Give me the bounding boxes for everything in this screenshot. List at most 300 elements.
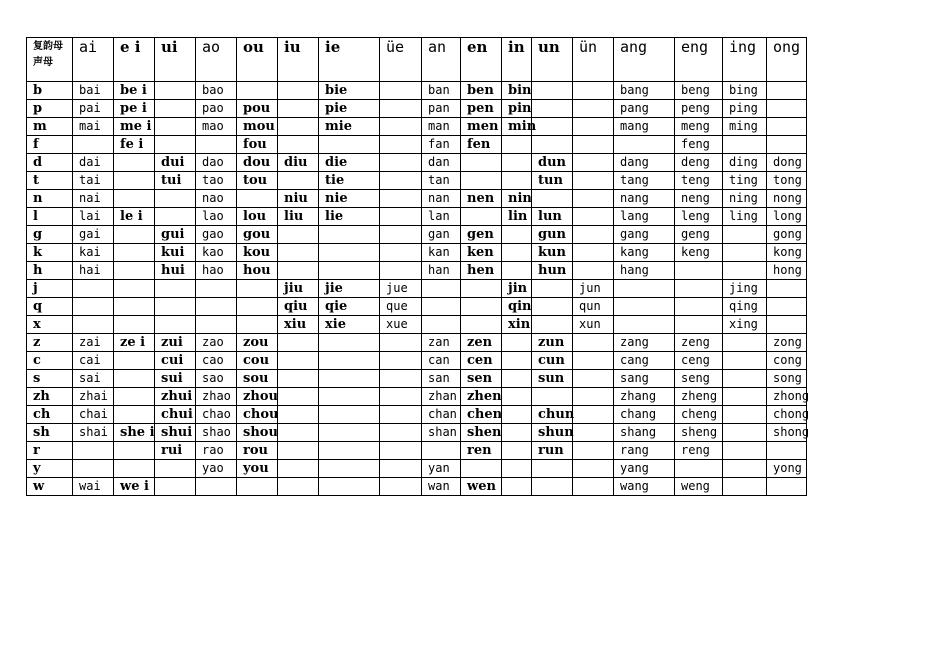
syllable-cell: zang bbox=[614, 334, 675, 352]
syllable-cell: leng bbox=[675, 208, 723, 226]
syllable-cell bbox=[502, 370, 532, 388]
syllable-cell: tai bbox=[73, 172, 114, 190]
syllable-cell bbox=[319, 334, 380, 352]
syllable-cell: xiu bbox=[278, 316, 319, 334]
syllable-cell bbox=[319, 244, 380, 262]
syllable-cell bbox=[675, 316, 723, 334]
syllable-cell: fan bbox=[422, 136, 461, 154]
syllable-cell bbox=[532, 136, 573, 154]
syllable-cell bbox=[461, 280, 502, 298]
syllable-cell: dui bbox=[155, 154, 196, 172]
syllable-cell: she i bbox=[114, 424, 155, 442]
syllable-cell bbox=[237, 316, 278, 334]
syllable-cell: lun bbox=[532, 208, 573, 226]
syllable-cell: shen bbox=[461, 424, 502, 442]
syllable-cell: kun bbox=[532, 244, 573, 262]
syllable-cell: zan bbox=[422, 334, 461, 352]
syllable-cell: we i bbox=[114, 478, 155, 496]
table-row bbox=[27, 82, 807, 100]
syllable-cell: mou bbox=[237, 118, 278, 136]
syllable-cell bbox=[767, 298, 807, 316]
syllable-cell bbox=[73, 136, 114, 154]
syllable-cell: long bbox=[767, 208, 807, 226]
syllable-cell bbox=[278, 244, 319, 262]
table-row bbox=[27, 190, 807, 208]
syllable-cell bbox=[723, 478, 767, 496]
syllable-cell bbox=[380, 172, 422, 190]
syllable-cell: qing bbox=[723, 298, 767, 316]
syllable-cell: san bbox=[422, 370, 461, 388]
syllable-cell bbox=[278, 478, 319, 496]
syllable-cell bbox=[573, 118, 614, 136]
syllable-cell: niu bbox=[278, 190, 319, 208]
syllable-cell: kang bbox=[614, 244, 675, 262]
table-row bbox=[27, 352, 807, 370]
column-header: ai bbox=[73, 38, 114, 82]
syllable-cell bbox=[196, 316, 237, 334]
syllable-cell: ceng bbox=[675, 352, 723, 370]
syllable-cell bbox=[278, 406, 319, 424]
syllable-cell bbox=[573, 136, 614, 154]
syllable-cell: hong bbox=[767, 262, 807, 280]
column-header: an bbox=[422, 38, 461, 82]
syllable-cell: bao bbox=[196, 82, 237, 100]
syllable-cell bbox=[380, 352, 422, 370]
syllable-cell: beng bbox=[675, 82, 723, 100]
column-header: ui bbox=[155, 38, 196, 82]
syllable-cell: hou bbox=[237, 262, 278, 280]
syllable-cell: jin bbox=[502, 280, 532, 298]
syllable-cell: cang bbox=[614, 352, 675, 370]
column-header: ang bbox=[614, 38, 675, 82]
syllable-cell: shang bbox=[614, 424, 675, 442]
syllable-cell: hao bbox=[196, 262, 237, 280]
syllable-cell: chui bbox=[155, 406, 196, 424]
syllable-cell: jie bbox=[319, 280, 380, 298]
syllable-cell bbox=[380, 370, 422, 388]
syllable-cell: kui bbox=[155, 244, 196, 262]
syllable-cell bbox=[114, 460, 155, 478]
syllable-cell bbox=[114, 352, 155, 370]
syllable-cell bbox=[114, 406, 155, 424]
syllable-cell: ren bbox=[461, 442, 502, 460]
syllable-cell bbox=[767, 100, 807, 118]
syllable-cell: jun bbox=[573, 280, 614, 298]
initial-cell: t bbox=[27, 172, 73, 190]
syllable-cell: nan bbox=[422, 190, 461, 208]
syllable-cell: xing bbox=[723, 316, 767, 334]
initial-cell: q bbox=[27, 298, 73, 316]
initial-cell: h bbox=[27, 262, 73, 280]
syllable-cell bbox=[114, 244, 155, 262]
syllable-cell bbox=[573, 244, 614, 262]
syllable-cell: pe i bbox=[114, 100, 155, 118]
initial-cell: f bbox=[27, 136, 73, 154]
column-header: ong bbox=[767, 38, 807, 82]
syllable-cell: sun bbox=[532, 370, 573, 388]
syllable-cell: ben bbox=[461, 82, 502, 100]
syllable-cell bbox=[319, 424, 380, 442]
syllable-cell bbox=[319, 406, 380, 424]
syllable-cell bbox=[461, 460, 502, 478]
syllable-cell: dan bbox=[422, 154, 461, 172]
syllable-cell: reng bbox=[675, 442, 723, 460]
syllable-cell bbox=[573, 208, 614, 226]
syllable-cell bbox=[532, 280, 573, 298]
syllable-cell bbox=[573, 100, 614, 118]
syllable-cell: ding bbox=[723, 154, 767, 172]
syllable-cell bbox=[614, 280, 675, 298]
corner-cell bbox=[27, 38, 73, 82]
syllable-cell bbox=[502, 352, 532, 370]
syllable-cell: zhui bbox=[155, 388, 196, 406]
table-row bbox=[27, 154, 807, 172]
syllable-cell bbox=[278, 388, 319, 406]
syllable-cell bbox=[319, 262, 380, 280]
syllable-cell: lai bbox=[73, 208, 114, 226]
table-row bbox=[27, 136, 807, 154]
table-row bbox=[27, 208, 807, 226]
syllable-cell: qin bbox=[502, 298, 532, 316]
syllable-cell bbox=[319, 478, 380, 496]
syllable-cell: chong bbox=[767, 406, 807, 424]
syllable-cell bbox=[573, 172, 614, 190]
syllable-cell: cun bbox=[532, 352, 573, 370]
syllable-cell: zheng bbox=[675, 388, 723, 406]
syllable-cell bbox=[422, 442, 461, 460]
syllable-cell bbox=[237, 82, 278, 100]
syllable-cell: que bbox=[380, 298, 422, 316]
syllable-cell bbox=[278, 226, 319, 244]
syllable-cell: fou bbox=[237, 136, 278, 154]
syllable-cell bbox=[422, 298, 461, 316]
syllable-cell: kan bbox=[422, 244, 461, 262]
syllable-cell: pie bbox=[319, 100, 380, 118]
syllable-cell: zen bbox=[461, 334, 502, 352]
syllable-cell: gui bbox=[155, 226, 196, 244]
syllable-cell: kai bbox=[73, 244, 114, 262]
syllable-cell: hai bbox=[73, 262, 114, 280]
syllable-cell: bang bbox=[614, 82, 675, 100]
syllable-cell: kong bbox=[767, 244, 807, 262]
syllable-cell bbox=[319, 442, 380, 460]
syllable-cell bbox=[380, 262, 422, 280]
column-header: ou bbox=[237, 38, 278, 82]
table-row bbox=[27, 424, 807, 442]
syllable-cell bbox=[573, 82, 614, 100]
syllable-cell bbox=[380, 406, 422, 424]
initial-cell: r bbox=[27, 442, 73, 460]
syllable-cell: dong bbox=[767, 154, 807, 172]
syllable-cell: bie bbox=[319, 82, 380, 100]
column-header: eng bbox=[675, 38, 723, 82]
syllable-cell bbox=[422, 280, 461, 298]
syllable-cell: zong bbox=[767, 334, 807, 352]
syllable-cell bbox=[380, 100, 422, 118]
syllable-cell: nong bbox=[767, 190, 807, 208]
syllable-cell: jue bbox=[380, 280, 422, 298]
column-header: un bbox=[532, 38, 573, 82]
syllable-cell bbox=[767, 82, 807, 100]
syllable-cell bbox=[614, 298, 675, 316]
table-row bbox=[27, 478, 807, 496]
syllable-cell bbox=[532, 478, 573, 496]
syllable-cell bbox=[196, 136, 237, 154]
table-row bbox=[27, 406, 807, 424]
header-row bbox=[27, 38, 807, 82]
syllable-cell: ping bbox=[723, 100, 767, 118]
initial-cell: d bbox=[27, 154, 73, 172]
syllable-cell: can bbox=[422, 352, 461, 370]
syllable-cell bbox=[767, 136, 807, 154]
syllable-cell: lao bbox=[196, 208, 237, 226]
syllable-cell bbox=[278, 442, 319, 460]
syllable-cell: qun bbox=[573, 298, 614, 316]
table-row bbox=[27, 226, 807, 244]
syllable-cell: lin bbox=[502, 208, 532, 226]
syllable-cell: wang bbox=[614, 478, 675, 496]
initial-cell: s bbox=[27, 370, 73, 388]
syllable-cell: zai bbox=[73, 334, 114, 352]
syllable-cell: tang bbox=[614, 172, 675, 190]
syllable-cell bbox=[573, 154, 614, 172]
syllable-cell bbox=[502, 406, 532, 424]
syllable-cell: dai bbox=[73, 154, 114, 172]
syllable-cell bbox=[278, 136, 319, 154]
syllable-cell bbox=[155, 316, 196, 334]
syllable-cell bbox=[723, 244, 767, 262]
syllable-cell: zao bbox=[196, 334, 237, 352]
syllable-cell: rang bbox=[614, 442, 675, 460]
syllable-cell: rui bbox=[155, 442, 196, 460]
syllable-cell bbox=[767, 118, 807, 136]
syllable-cell: weng bbox=[675, 478, 723, 496]
syllable-cell bbox=[502, 478, 532, 496]
syllable-cell: nie bbox=[319, 190, 380, 208]
syllable-cell: shui bbox=[155, 424, 196, 442]
syllable-cell: hui bbox=[155, 262, 196, 280]
syllable-cell bbox=[114, 262, 155, 280]
syllable-cell bbox=[502, 334, 532, 352]
syllable-cell bbox=[319, 136, 380, 154]
syllable-cell: pen bbox=[461, 100, 502, 118]
syllable-cell bbox=[380, 334, 422, 352]
syllable-cell bbox=[380, 190, 422, 208]
syllable-cell bbox=[502, 136, 532, 154]
syllable-cell bbox=[278, 118, 319, 136]
syllable-cell: bin bbox=[502, 82, 532, 100]
syllable-cell: wan bbox=[422, 478, 461, 496]
syllable-cell: sui bbox=[155, 370, 196, 388]
syllable-cell: sheng bbox=[675, 424, 723, 442]
syllable-cell: ken bbox=[461, 244, 502, 262]
syllable-cell: shong bbox=[767, 424, 807, 442]
syllable-cell bbox=[278, 424, 319, 442]
syllable-cell: cao bbox=[196, 352, 237, 370]
syllable-cell bbox=[573, 370, 614, 388]
syllable-cell bbox=[614, 316, 675, 334]
syllable-cell bbox=[573, 334, 614, 352]
syllable-cell: tao bbox=[196, 172, 237, 190]
initial-cell: g bbox=[27, 226, 73, 244]
syllable-cell: yong bbox=[767, 460, 807, 478]
syllable-cell: gong bbox=[767, 226, 807, 244]
syllable-cell: hang bbox=[614, 262, 675, 280]
syllable-cell: ning bbox=[723, 190, 767, 208]
syllable-cell: tou bbox=[237, 172, 278, 190]
syllable-cell: pou bbox=[237, 100, 278, 118]
syllable-cell bbox=[675, 280, 723, 298]
syllable-cell bbox=[502, 172, 532, 190]
syllable-cell bbox=[532, 388, 573, 406]
syllable-cell: jing bbox=[723, 280, 767, 298]
syllable-cell: nin bbox=[502, 190, 532, 208]
syllable-cell bbox=[237, 280, 278, 298]
syllable-cell bbox=[422, 316, 461, 334]
table-row bbox=[27, 118, 807, 136]
syllable-cell bbox=[278, 82, 319, 100]
syllable-cell: meng bbox=[675, 118, 723, 136]
corner-initials-label: 声母 bbox=[33, 57, 53, 68]
syllable-cell: bai bbox=[73, 82, 114, 100]
syllable-cell: wen bbox=[461, 478, 502, 496]
syllable-cell: xie bbox=[319, 316, 380, 334]
syllable-cell: sang bbox=[614, 370, 675, 388]
syllable-cell bbox=[278, 100, 319, 118]
syllable-cell bbox=[767, 442, 807, 460]
syllable-cell bbox=[114, 172, 155, 190]
syllable-cell: shao bbox=[196, 424, 237, 442]
syllable-cell: le i bbox=[114, 208, 155, 226]
syllable-cell bbox=[532, 316, 573, 334]
syllable-cell: lan bbox=[422, 208, 461, 226]
syllable-cell: sai bbox=[73, 370, 114, 388]
syllable-cell bbox=[573, 424, 614, 442]
syllable-cell: run bbox=[532, 442, 573, 460]
table-row bbox=[27, 172, 807, 190]
syllable-cell: kou bbox=[237, 244, 278, 262]
syllable-cell bbox=[573, 226, 614, 244]
syllable-cell: pan bbox=[422, 100, 461, 118]
syllable-cell bbox=[723, 424, 767, 442]
syllable-cell bbox=[114, 280, 155, 298]
table-row bbox=[27, 442, 807, 460]
syllable-cell: lou bbox=[237, 208, 278, 226]
syllable-cell bbox=[573, 190, 614, 208]
syllable-cell bbox=[155, 190, 196, 208]
table-row bbox=[27, 334, 807, 352]
syllable-cell: you bbox=[237, 460, 278, 478]
syllable-cell: me i bbox=[114, 118, 155, 136]
syllable-cell: ban bbox=[422, 82, 461, 100]
syllable-cell bbox=[502, 244, 532, 262]
column-header: e i bbox=[114, 38, 155, 82]
initial-cell: b bbox=[27, 82, 73, 100]
syllable-cell: ting bbox=[723, 172, 767, 190]
initial-cell: w bbox=[27, 478, 73, 496]
initial-cell: x bbox=[27, 316, 73, 334]
syllable-cell: sao bbox=[196, 370, 237, 388]
syllable-cell bbox=[155, 100, 196, 118]
syllable-cell: tie bbox=[319, 172, 380, 190]
syllable-cell bbox=[502, 460, 532, 478]
syllable-cell bbox=[114, 388, 155, 406]
syllable-cell: pai bbox=[73, 100, 114, 118]
syllable-cell bbox=[380, 388, 422, 406]
syllable-cell: chan bbox=[422, 406, 461, 424]
syllable-cell bbox=[767, 316, 807, 334]
syllable-cell: pao bbox=[196, 100, 237, 118]
syllable-cell: shai bbox=[73, 424, 114, 442]
syllable-cell: dun bbox=[532, 154, 573, 172]
syllable-cell bbox=[723, 352, 767, 370]
syllable-cell bbox=[155, 208, 196, 226]
syllable-cell bbox=[155, 136, 196, 154]
syllable-cell: sou bbox=[237, 370, 278, 388]
syllable-cell bbox=[723, 460, 767, 478]
syllable-cell bbox=[767, 478, 807, 496]
syllable-cell: kao bbox=[196, 244, 237, 262]
syllable-cell: zhong bbox=[767, 388, 807, 406]
syllable-cell bbox=[573, 460, 614, 478]
table-row bbox=[27, 298, 807, 316]
syllable-cell: zun bbox=[532, 334, 573, 352]
syllable-cell: rou bbox=[237, 442, 278, 460]
syllable-cell: tong bbox=[767, 172, 807, 190]
syllable-cell bbox=[502, 424, 532, 442]
initial-cell: n bbox=[27, 190, 73, 208]
syllable-cell bbox=[675, 262, 723, 280]
syllable-cell bbox=[461, 154, 502, 172]
syllable-cell: chang bbox=[614, 406, 675, 424]
table-row bbox=[27, 370, 807, 388]
column-header: iu bbox=[278, 38, 319, 82]
syllable-cell: mie bbox=[319, 118, 380, 136]
syllable-cell bbox=[723, 406, 767, 424]
syllable-cell: tui bbox=[155, 172, 196, 190]
syllable-cell: xun bbox=[573, 316, 614, 334]
syllable-cell: bing bbox=[723, 82, 767, 100]
syllable-cell bbox=[461, 172, 502, 190]
syllable-cell: geng bbox=[675, 226, 723, 244]
syllable-cell: dang bbox=[614, 154, 675, 172]
syllable-cell: neng bbox=[675, 190, 723, 208]
syllable-cell bbox=[573, 406, 614, 424]
syllable-cell: hun bbox=[532, 262, 573, 280]
syllable-cell: tan bbox=[422, 172, 461, 190]
table-row bbox=[27, 388, 807, 406]
table-row bbox=[27, 280, 807, 298]
initial-cell: j bbox=[27, 280, 73, 298]
syllable-cell: gao bbox=[196, 226, 237, 244]
syllable-cell bbox=[723, 262, 767, 280]
syllable-cell: xue bbox=[380, 316, 422, 334]
syllable-cell: gan bbox=[422, 226, 461, 244]
syllable-cell bbox=[73, 298, 114, 316]
syllable-cell: cou bbox=[237, 352, 278, 370]
syllable-cell bbox=[319, 370, 380, 388]
table-row bbox=[27, 244, 807, 262]
syllable-cell: pang bbox=[614, 100, 675, 118]
initial-cell: y bbox=[27, 460, 73, 478]
column-header: in bbox=[502, 38, 532, 82]
syllable-cell: fe i bbox=[114, 136, 155, 154]
syllable-cell bbox=[532, 82, 573, 100]
syllable-cell: min bbox=[502, 118, 532, 136]
syllable-cell bbox=[196, 298, 237, 316]
syllable-cell bbox=[502, 442, 532, 460]
syllable-cell: men bbox=[461, 118, 502, 136]
